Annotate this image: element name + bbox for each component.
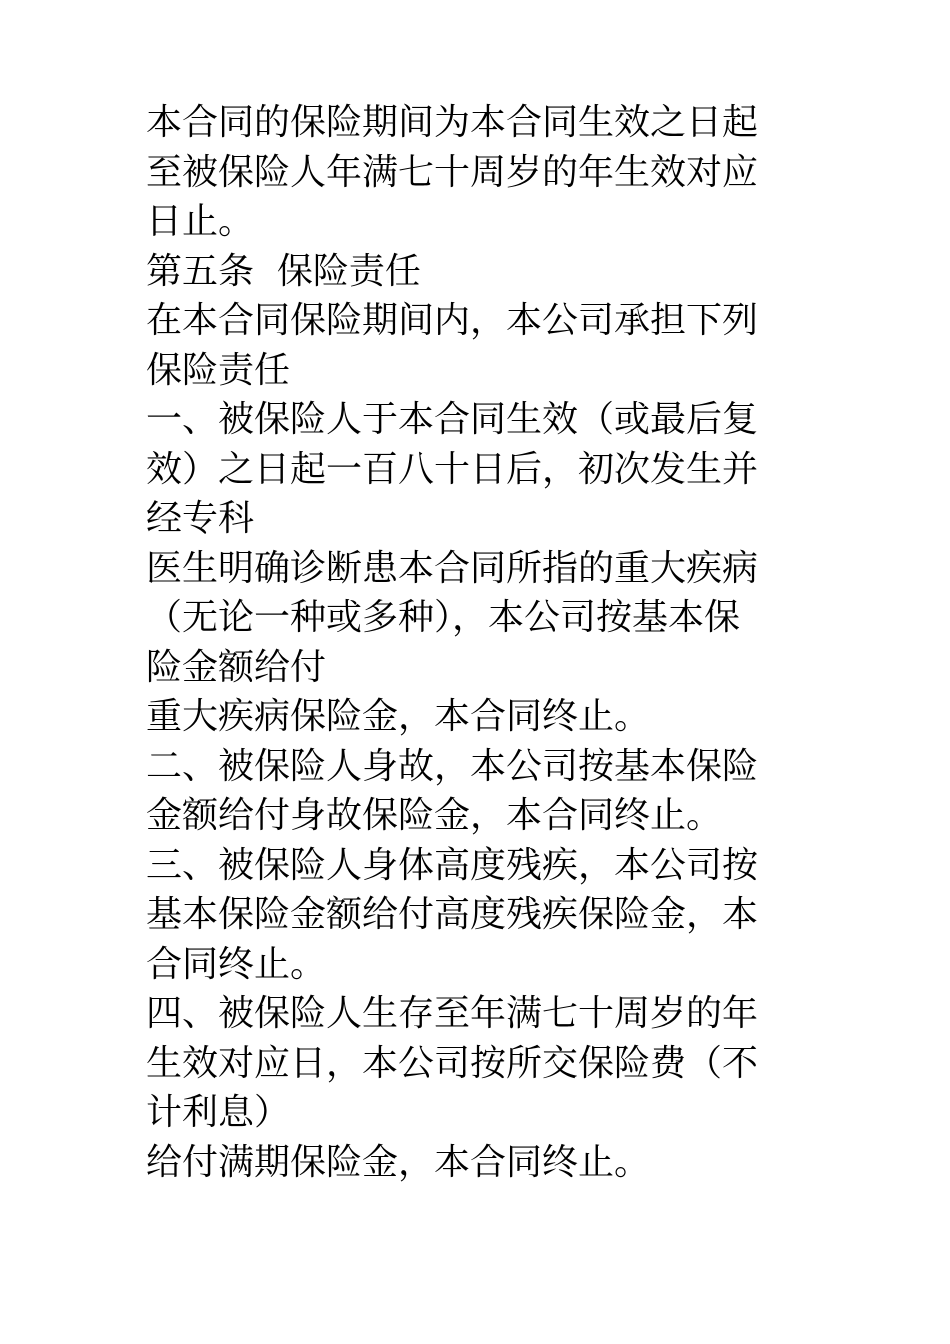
text-line: 至被保险人年满七十周岁的年生效对应 xyxy=(146,151,759,193)
text-line: （无论一种或多种），本公司按基本保 xyxy=(146,597,741,638)
text-line: 保险责任 xyxy=(146,349,291,391)
text-line: 基本保险金额给付高度残疾保险金，本 xyxy=(146,894,759,935)
document-body xyxy=(146,98,806,1187)
section-heading: 第五条 保险责任 xyxy=(146,250,421,292)
text-line: 本合同的保险期间为本合同生效之日起 xyxy=(146,102,759,143)
text-line: 一、被保险人于本合同生效（或最后复 xyxy=(146,399,759,440)
text-line: 效）之日起一百八十日后，初次发生并 xyxy=(146,448,759,490)
text-line: 日止。 xyxy=(146,201,255,242)
text-line: 二、被保险人身故，本公司按基本保险 xyxy=(146,745,759,787)
text-line: 生效对应日，本公司按所交保险费（不 xyxy=(146,1042,759,1084)
text-line: 合同终止。 xyxy=(146,943,327,985)
text-line: 在本合同保险期间内，本公司承担下列 xyxy=(146,300,759,341)
text-line: 给付满期保险金，本合同终止。 xyxy=(146,1141,651,1183)
text-line: 四、被保险人生存至年满七十周岁的年 xyxy=(146,993,759,1034)
text-line: 三、被保险人身体高度残疾，本公司按 xyxy=(146,844,759,886)
text-line: 险金额给付 xyxy=(146,646,327,688)
text-line: 医生明确诊断患本合同所指的重大疾病 xyxy=(146,547,759,589)
text-line: 金额给付身故保险金，本合同终止。 xyxy=(146,795,723,836)
text-line: 重大疾病保险金，本合同终止。 xyxy=(146,696,651,737)
text-line: 计利息） xyxy=(146,1092,291,1133)
text-line: 经专科 xyxy=(146,498,255,539)
